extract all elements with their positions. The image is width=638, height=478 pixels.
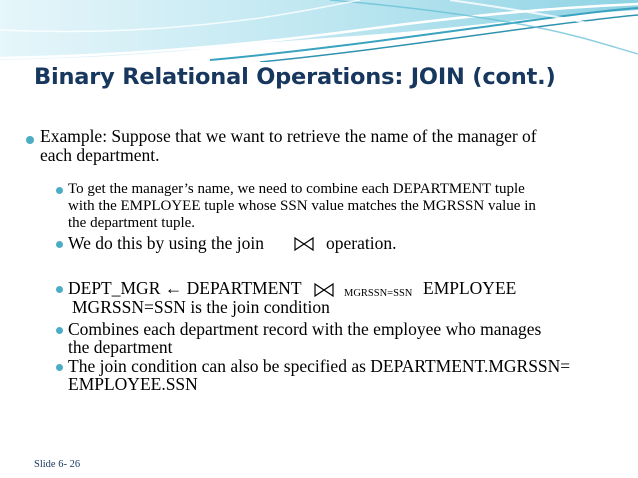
bullet-4-expression: DEPT_MGR ← DEPARTMENT xyxy=(68,278,302,298)
join-condition-note: MGRSSN=SSN is the join condition xyxy=(72,297,330,317)
join-icon xyxy=(314,283,334,297)
join-condition-subscript: MGRSSN=SSN xyxy=(344,288,413,299)
bullet-4-marker xyxy=(56,286,63,293)
bullet-1-marker xyxy=(26,136,34,144)
join-icon xyxy=(294,237,314,251)
bullet-6-line-2: EMPLOYEE.SSN xyxy=(68,374,198,394)
bullet-2-line-2: with the EMPLOYEE tuple whose SSN value matches the MGRSSN value in xyxy=(68,198,536,214)
bullet-1-line-1: Example: Suppose that we want to retrieve the name of the manager of xyxy=(40,126,537,146)
slide-title: Binary Relational Operations: JOIN (cont.) xyxy=(34,64,556,90)
bullet-6-marker xyxy=(56,364,63,371)
bullet-5-marker xyxy=(56,327,63,334)
bullet-3-text-after: operation. xyxy=(326,233,397,253)
slide-number: Slide 6- 26 xyxy=(34,459,81,470)
bullet-3-marker xyxy=(56,241,63,248)
bullet-5-line-1: Combines each department record with the employee who manages xyxy=(68,319,542,339)
bullet-4-relation: EMPLOYEE xyxy=(423,278,517,298)
header-wave-decoration xyxy=(0,0,638,62)
bullet-2-marker xyxy=(56,187,63,194)
bullet-5-line-2: the department xyxy=(68,337,173,357)
bullet-3-text-before: We do this by using the join xyxy=(68,233,264,253)
bullet-2-line-1: To get the manager’s name, we need to combine each DEPARTMENT tuple xyxy=(68,181,525,197)
bullet-1-line-2: each department. xyxy=(40,145,160,165)
bullet-2-line-3: the department tuple. xyxy=(68,215,196,231)
bullet-6-line-1: The join condition can also be specified as DEPARTMENT.MGRSSN= xyxy=(68,356,571,376)
